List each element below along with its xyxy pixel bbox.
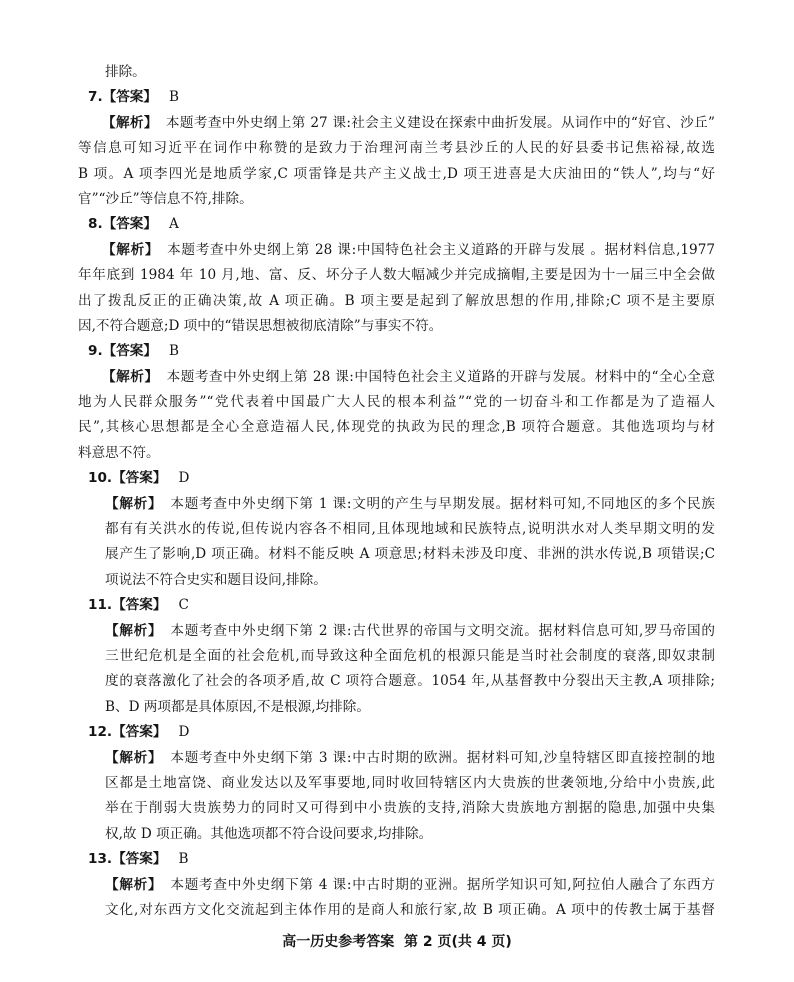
- answer-label: 【答案】: [112, 597, 167, 614]
- analysis-text: 本题考查中外史纲上第 27 课:社会主义建设在探索中曲折发展。从词作中的“好官、沙丘”: [165, 114, 715, 131]
- answer-line: [88, 212, 408, 237]
- analysis-line: B、D 两项都是具体原因,不是根源,均排除。: [105, 698, 370, 715]
- question-number: 12.: [88, 724, 113, 741]
- analysis-line: 等信息可知习近平在词作中称赞的是致力于治理河南兰考县沙丘的人民的好县委书记焦裕禄,故选: [78, 140, 715, 157]
- answer-choice: C: [178, 597, 189, 614]
- analysis-line: 年年底到 1984 年 10 月,地、富、反、坏分子人数大幅减少并完成摘帽,主要是因为十一届三中全会做: [78, 267, 715, 284]
- answer-label: 【答案】: [112, 724, 167, 741]
- answer-item: [0, 847, 794, 923]
- answer-label: 【答案】: [102, 89, 157, 106]
- analysis-line: 三世纪危机是全面的社会危机,而导致这种全面危机的根源只能是当时社会制度的衰落,即奴隶制: [105, 647, 715, 664]
- answer-line: [88, 466, 408, 491]
- analysis-line: [102, 238, 715, 263]
- answer-key-content: [0, 60, 794, 923]
- analysis-text: 本题考查中外史纲下第 2 课:古代世界的帝国与文明交流。据材料信息可知,罗马帝国的: [170, 622, 715, 639]
- analysis-line: 举在于削弱大贵族势力的同时又可得到中小贵族的支持,消除大贵族地方割据的隐患,加强中央集: [105, 800, 715, 817]
- analysis-line: 权,故 D 项正确。其他选项都不符合设问要求,均排除。: [105, 825, 433, 842]
- analysis-line: [102, 111, 715, 136]
- analysis-line: 料意思不符。: [78, 444, 160, 461]
- question-number: 9.: [88, 343, 103, 360]
- answer-item: [0, 339, 794, 466]
- answer-choice: B: [178, 851, 189, 868]
- question-number: 11.: [88, 597, 113, 614]
- analysis-label: 【解析】: [102, 368, 159, 385]
- analysis-line: 区都是土地富饶、商业发达以及军事要地,同时收回特辖区内大贵族的世袭领地,分给中小贵族,此: [105, 774, 715, 791]
- analysis-line: 出了拨乱反正的正确决策,故 A 项正确。B 项主要是起到了解放思想的作用,排除;C 项不是主要原: [78, 292, 715, 309]
- analysis-label: 【解析】: [105, 622, 163, 639]
- analysis-text: 本题考查中外史纲下第 4 课:中古时期的亚洲。据所学知识可知,阿拉伯人融合了东西方: [170, 876, 715, 893]
- analysis-line: [105, 746, 715, 771]
- analysis-label: 【解析】: [105, 876, 163, 893]
- answer-label: 【答案】: [112, 851, 167, 868]
- analysis-line: 度的衰落激化了社会的各项矛盾,故 C 项符合题意。1054 年,从基督教中分裂出天主教,A 项排除;: [105, 673, 715, 690]
- answer-item: [0, 720, 794, 847]
- answer-line: [88, 339, 408, 364]
- page-footer: 高一历史参考答案 第 2 页(共 4 页): [282, 934, 512, 950]
- question-number: 13.: [88, 851, 113, 868]
- analysis-text: 本题考查中外史纲上第 28 课:中国特色社会主义道路的开辟与发展。材料中的“全心全意: [166, 368, 715, 385]
- answer-choice: D: [178, 470, 190, 487]
- answer-choice: B: [169, 89, 179, 106]
- analysis-line: 展产生了影响,D 项正确。材料不能反映 A 项意思;材料未涉及印度、非洲的洪水传说,B 项错误;C: [105, 546, 715, 563]
- answer-choice: D: [178, 724, 190, 741]
- analysis-line: B 项。A 项李四光是地质学家,C 项雷锋是共产主义战士,D 项王进喜是大庆油田的“铁人”,均与“好: [78, 165, 715, 182]
- answer-label: 【答案】: [102, 343, 157, 360]
- answer-line: [88, 720, 408, 745]
- analysis-label: 【解析】: [105, 749, 163, 766]
- answer-item: [0, 466, 794, 593]
- analysis-text: 本题考查中外史纲下第 3 课:中古时期的欧洲。据材料可知,沙皇特辖区即直接控制的地: [170, 749, 715, 766]
- question-number: 8.: [88, 216, 103, 233]
- answer-choice: A: [169, 216, 179, 233]
- answer-item: [0, 85, 794, 212]
- continued-analysis: [0, 60, 794, 85]
- analysis-line: [105, 873, 715, 898]
- question-number: 10.: [88, 470, 113, 487]
- analysis-label: 【解析】: [102, 241, 160, 258]
- analysis-text: 本题考查中外史纲上第 28 课:中国特色社会主义道路的开辟与发展 。据材料信息,1977: [167, 241, 715, 258]
- analysis-line: 排除。: [105, 64, 146, 80]
- analysis-label: 【解析】: [105, 495, 163, 512]
- analysis-line: 项说法不符合史实和题目设问,排除。: [105, 571, 327, 588]
- answer-line: [88, 847, 408, 872]
- analysis-line: [105, 619, 715, 644]
- analysis-text: 本题考查中外史纲下第 1 课:文明的产生与早期发展。据材料可知,不同地区的多个民族: [170, 495, 715, 512]
- answer-line: [88, 593, 408, 618]
- analysis-line: 都有有关洪水的传说,但传说内容各不相同,且体现地域和民族特点,说明洪水对人类早期文明的发: [105, 521, 715, 538]
- analysis-line: 因,不符合题意;D 项中的“错误思想被彻底清除”与事实不符。: [78, 317, 443, 334]
- answer-item: [0, 593, 794, 720]
- answer-label: 【答案】: [102, 216, 157, 233]
- analysis-line: 官”“沙丘”等信息不符,排除。: [78, 190, 253, 207]
- answer-label: 【答案】: [112, 470, 167, 487]
- analysis-line: [105, 492, 715, 517]
- answer-item: [0, 212, 794, 339]
- question-number: 7.: [88, 89, 103, 106]
- answer-line: [88, 85, 408, 110]
- analysis-label: 【解析】: [102, 114, 158, 131]
- analysis-line: 地为人民群众服务”“党代表着中国最广大人民的根本利益”“党的一切奋斗和工作都是为了造福人: [78, 394, 715, 411]
- analysis-line: 民”,其核心思想都是全心全意造福人民,体现党的执政为民的理念,B 项符合题意。其他选项均与材: [78, 419, 715, 436]
- analysis-line: 文化,对东西方文化交流起到主体作用的是商人和旅行家,故 B 项正确。A 项中的传教士属于基督: [105, 901, 715, 918]
- analysis-line: [102, 365, 715, 390]
- answer-choice: B: [169, 343, 179, 360]
